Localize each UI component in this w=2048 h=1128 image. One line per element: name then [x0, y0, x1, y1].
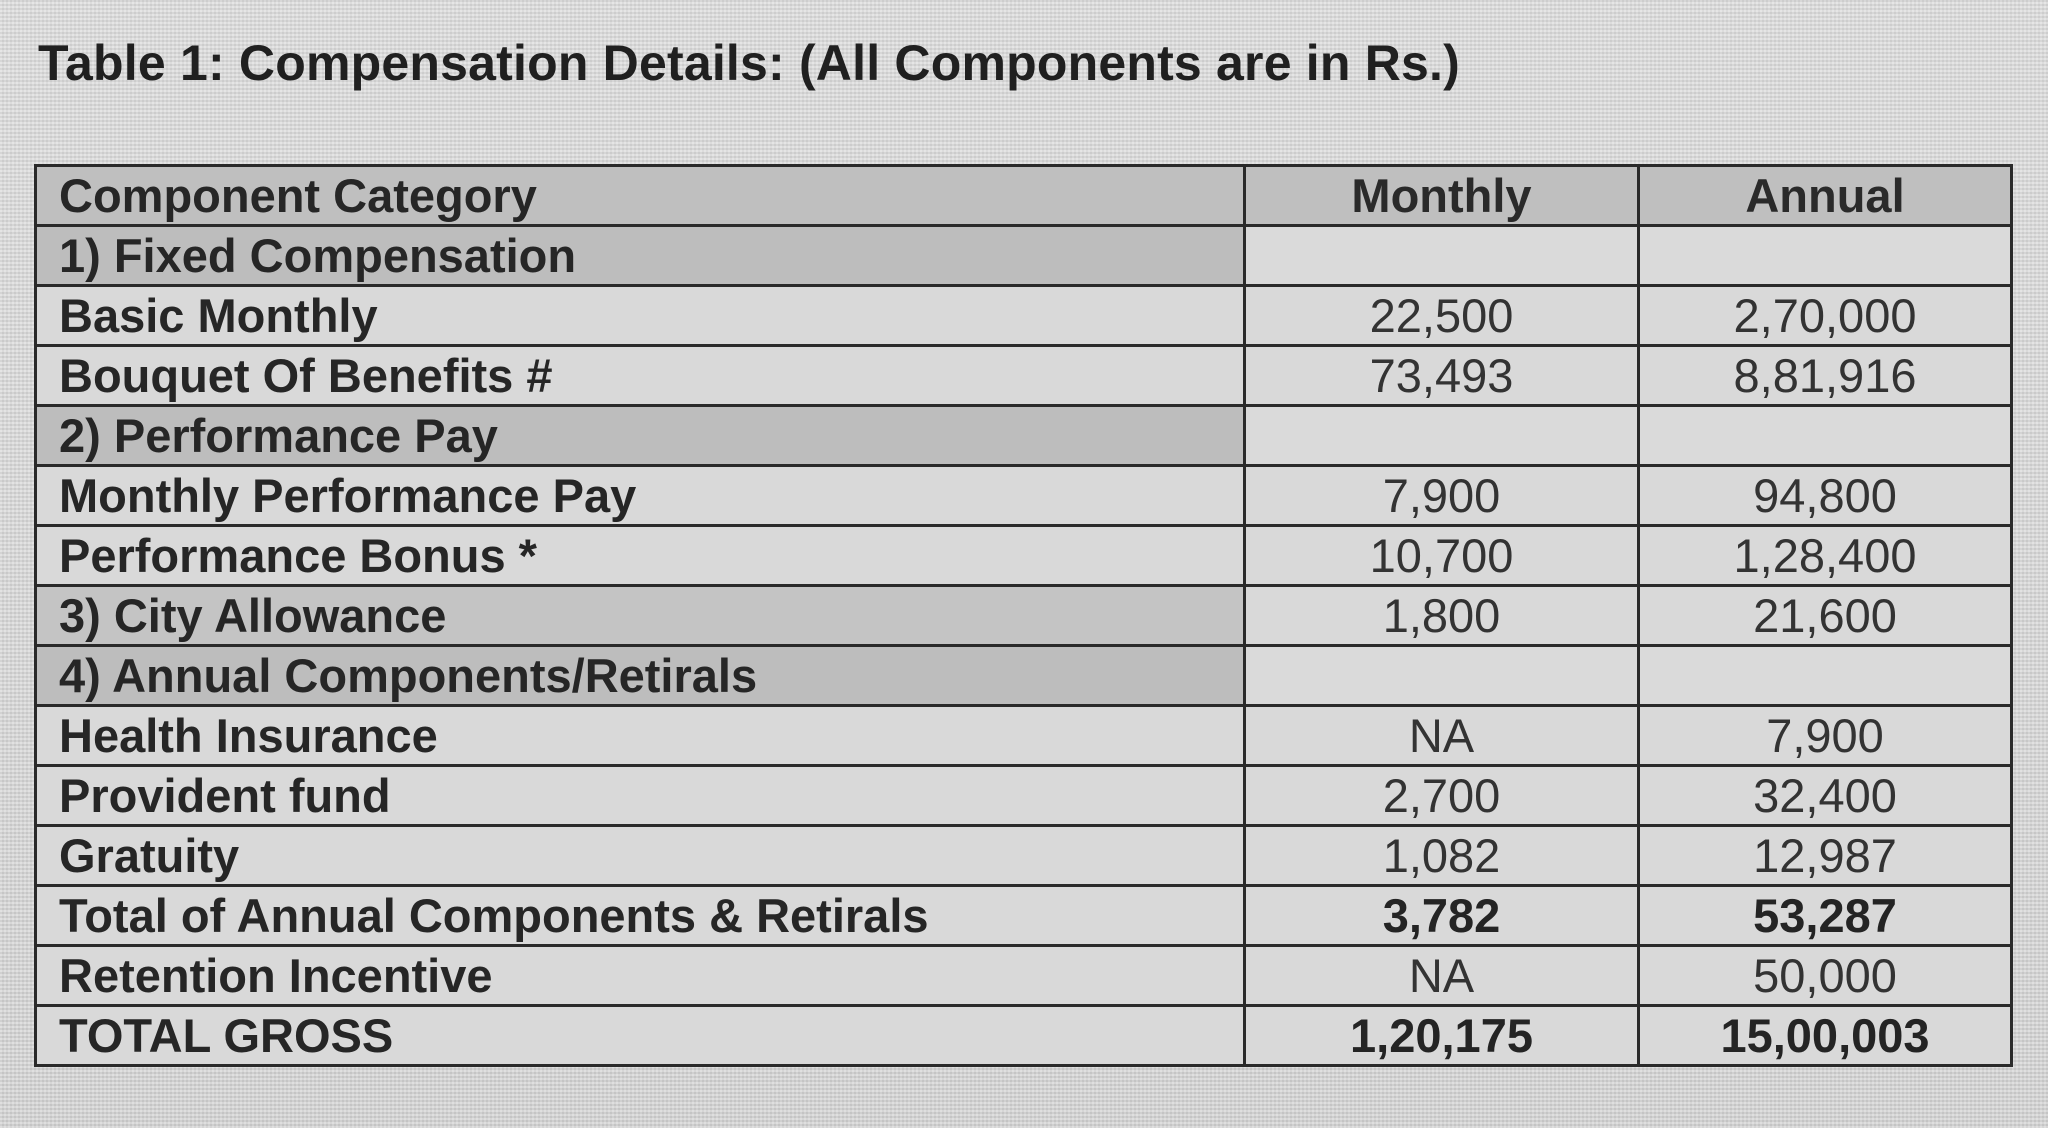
row-label: Performance Bonus *	[36, 526, 1245, 586]
table-row	[36, 466, 2012, 526]
row-label: 3) City Allowance	[36, 586, 1245, 646]
row-monthly: 7,900	[1245, 466, 1639, 526]
table-row	[36, 226, 2012, 286]
compensation-table	[34, 164, 2013, 1067]
table-row	[36, 886, 2012, 946]
row-label: Gratuity	[36, 826, 1245, 886]
table-row	[36, 826, 2012, 886]
row-annual: 53,287	[1639, 886, 2012, 946]
row-label: Basic Monthly	[36, 286, 1245, 346]
row-annual: 7,900	[1639, 706, 2012, 766]
row-monthly: 10,700	[1245, 526, 1639, 586]
row-annual: 21,600	[1639, 586, 2012, 646]
row-monthly: NA	[1245, 946, 1639, 1006]
row-annual	[1639, 226, 2012, 286]
row-annual: 32,400	[1639, 766, 2012, 826]
row-annual: 2,70,000	[1639, 286, 2012, 346]
row-monthly: 3,782	[1245, 886, 1639, 946]
row-monthly: 1,800	[1245, 586, 1639, 646]
header-component-category: Component Category	[36, 166, 1245, 226]
row-monthly	[1245, 226, 1639, 286]
row-annual	[1639, 406, 2012, 466]
table-row	[36, 346, 2012, 406]
row-label: Total of Annual Components & Retirals	[36, 886, 1245, 946]
row-monthly: 1,20,175	[1245, 1006, 1639, 1066]
row-annual: 15,00,003	[1639, 1006, 2012, 1066]
row-label: Monthly Performance Pay	[36, 466, 1245, 526]
row-monthly: 1,082	[1245, 826, 1639, 886]
table-row	[36, 706, 2012, 766]
row-label: Bouquet Of Benefits #	[36, 346, 1245, 406]
row-label: Health Insurance	[36, 706, 1245, 766]
table-row	[36, 406, 2012, 466]
header-monthly: Monthly	[1245, 166, 1639, 226]
table-row	[36, 766, 2012, 826]
row-monthly: 22,500	[1245, 286, 1639, 346]
row-annual: 12,987	[1639, 826, 2012, 886]
row-annual	[1639, 646, 2012, 706]
row-monthly	[1245, 406, 1639, 466]
row-label: TOTAL GROSS	[36, 1006, 1245, 1066]
row-annual: 8,81,916	[1639, 346, 2012, 406]
row-label: Provident fund	[36, 766, 1245, 826]
row-label: 1) Fixed Compensation	[36, 226, 1245, 286]
row-monthly: 73,493	[1245, 346, 1639, 406]
row-monthly: NA	[1245, 706, 1639, 766]
row-monthly	[1245, 646, 1639, 706]
row-annual: 94,800	[1639, 466, 2012, 526]
header-annual: Annual	[1639, 166, 2012, 226]
table-row	[36, 586, 2012, 646]
table-row	[36, 286, 2012, 346]
table-row	[36, 526, 2012, 586]
row-label: Retention Incentive	[36, 946, 1245, 1006]
row-label: 4) Annual Components/Retirals	[36, 646, 1245, 706]
row-label: 2) Performance Pay	[36, 406, 1245, 466]
table-row	[36, 946, 2012, 1006]
row-annual: 1,28,400	[1639, 526, 2012, 586]
table-row	[36, 1006, 2012, 1066]
table-header-row	[36, 166, 2012, 226]
table-row	[36, 646, 2012, 706]
row-monthly: 2,700	[1245, 766, 1639, 826]
table-caption: Table 1: Compensation Details: (All Components are in Rs.)	[38, 35, 1460, 91]
row-annual: 50,000	[1639, 946, 2012, 1006]
